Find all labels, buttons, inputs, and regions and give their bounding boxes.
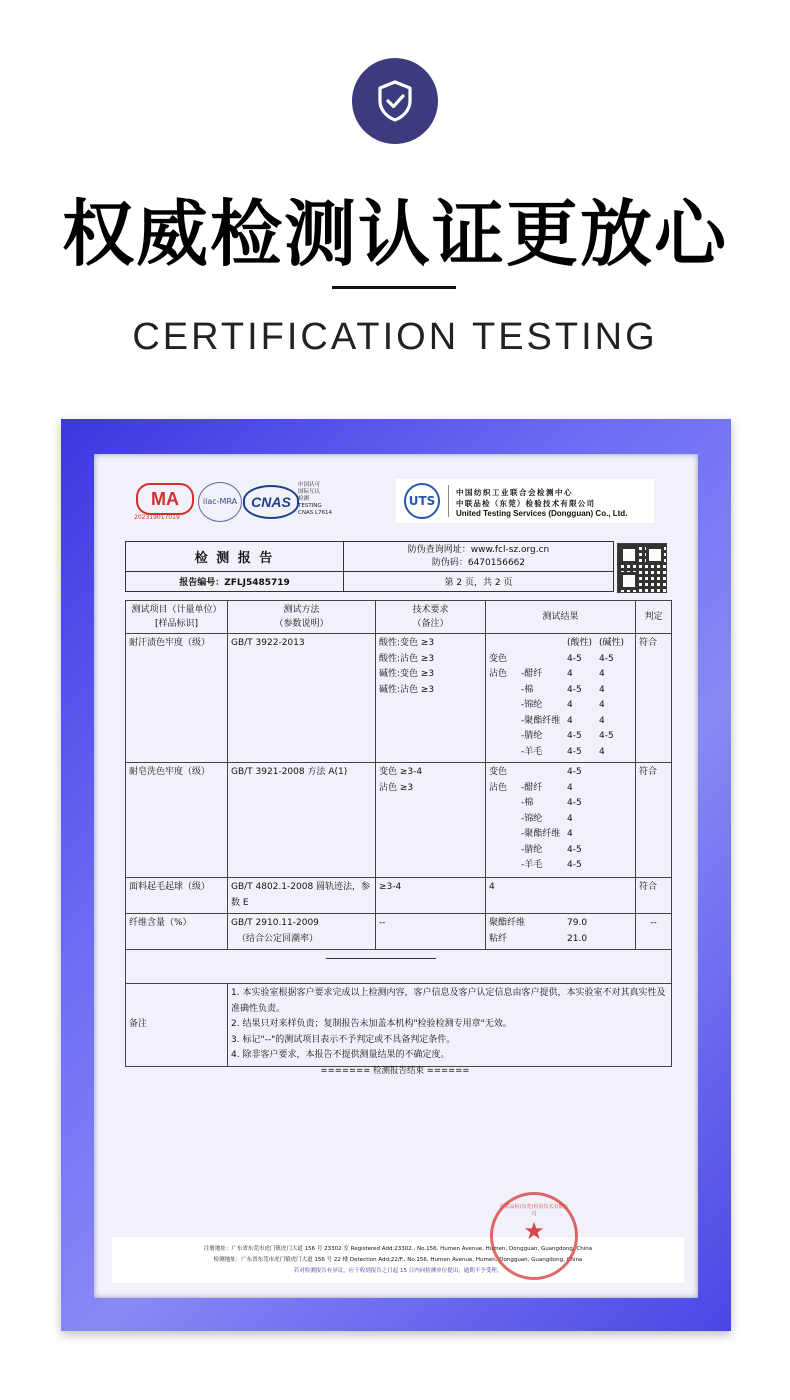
row-method: GB/T 3921-2008 方法 A(1) [228,763,376,878]
result-cell [489,683,521,699]
result-cell: 4 [567,829,573,839]
row-judgement: -- [636,914,672,950]
result-cell: 4 [599,746,605,757]
result-line [489,745,632,761]
registered-address: 注册地址：广东省东莞市虎门镇虎门大道 156 号 23302 室 Registered Add:23302., No.156, Humen Avenue, Humen, Dongguan, Guangdong, China [203,1246,593,1252]
report-number: 报告编号：ZFLJ5485719 [126,572,344,592]
result-cell [489,827,521,843]
detection-address: 检测地址：广东省东莞市虎门镇虎门大道 156 号 22 楼 Detection Add:22/F., No.156, Humen Avenue, Humen, Dongguan, Guangdong, China [213,1257,583,1263]
page-count: 第 2 页，共 2 页 [344,572,614,592]
result-cell: -聚酯纤维 [521,829,561,839]
result-line [489,843,632,859]
result-line [489,932,632,948]
result-line [489,698,632,714]
official-seal [490,1192,578,1280]
result-cell [567,880,599,896]
result-cell: 21.0 [567,933,588,944]
result-line [489,683,632,699]
row-results [486,763,636,878]
ilac-mra-logo: ilac-MRA [198,482,242,522]
col-header-method: 测试方法 （参数说明） [228,601,376,634]
result-cell: 4 [599,700,605,710]
result-cell: 4-5 [567,860,582,870]
result-cell: (酸性) [567,638,593,648]
test-report [98,457,692,1297]
col-header-result: 测试结果 [486,601,636,634]
report-header-table [125,541,614,592]
result-cell: 变色 [489,653,508,664]
result-cell: 4 [489,882,495,892]
result-cell [599,916,631,932]
result-cell [489,858,521,874]
row-results [486,634,636,763]
result-cell [489,843,521,859]
result-cell: 4-5 [567,653,582,664]
page-subtitle: CERTIFICATION TESTING [132,316,658,358]
result-cell: -腈纶 [521,731,543,741]
objection-notice: 若对检测报告有异议，应于收到报告之日起 15 日内向检测单位提出，逾期不予受理。 [293,1268,503,1274]
result-line [489,765,632,781]
page-title: 权威检测认证更放心 [61,192,728,276]
row-requirements [376,878,486,914]
qr-code [617,543,667,593]
result-cell [599,827,631,843]
table-row-empty [126,950,672,984]
report-title: 检 测 报 告 [126,542,344,572]
result-cell: 聚酯纤维 [489,918,526,928]
result-cell [599,781,631,797]
result-cell [489,714,521,730]
result-line [489,827,632,843]
result-cell: -腈纶 [521,844,543,855]
result-cell: 沾色 [489,782,508,793]
result-cell: 变色 [489,767,508,777]
result-cell [489,745,521,761]
requirement-line: ≥3-4 [379,882,402,892]
result-cell [599,765,631,781]
result-cell [521,880,567,896]
row-method: GB/T 2910.11-2009 （结合公定回潮率） [228,914,376,950]
notes-content: 1. 本实验室根据客户要求完成以上检测内容，客户信息及客户认定信息由客户提供，本实验室不对其真实性及准确性负责。 2. 结果只对来样负责；复制报告未加盖本机构"检验检测专用章"无效。 3. 标记"--"的测试项目表示不予判定或不具备判定条件。 4. 除非客户要求，本报告不提供测量结果的不确定度。 [228,984,672,1067]
anti-counterfeit: 防伪查询网址：www.fcl-sz.org.cn 防伪码：6470156662 [344,542,614,572]
table-row [126,763,672,878]
divider [448,485,449,517]
result-cell: 4 [567,782,573,793]
table-row [126,634,672,763]
col-header-requirement: 技术要求 （备注） [376,601,486,634]
notes-row [126,984,672,1067]
col-header-item: 测试项目（计量单位） [样品标识] [126,601,228,634]
seal-text: 中联品检(东莞)检验技术有限公司 [499,1204,569,1217]
row-item: 面料起毛起球（级） [126,878,228,914]
result-cell: 4 [567,700,573,710]
star-icon: ★ [523,1217,545,1245]
cma-logo: MA [136,483,194,515]
requirement-line: 碱性:沾色 ≥3 [379,684,435,695]
result-cell [521,765,567,781]
result-cell [599,843,631,859]
result-line [489,781,632,797]
result-cell [599,858,631,874]
row-method: GB/T 4802.1-2008 圆轨迹法，参数 E [228,878,376,914]
title-divider [332,286,456,289]
result-line [489,916,632,932]
result-line [489,858,632,874]
requirement-line: 酸性:变色 ≥3 [379,638,435,648]
result-cell: 4-5 [567,798,582,808]
result-cell: 4 [567,715,573,726]
row-item: 耐汗渍色牢度（级） [126,634,228,763]
row-results [486,878,636,914]
result-cell [599,796,631,812]
row-method: GB/T 3922-2013 [228,634,376,763]
results-table [125,600,672,1067]
result-cell [521,916,567,932]
result-line [489,714,632,730]
result-line [489,729,632,745]
result-line [489,796,632,812]
report-footer [112,1237,684,1283]
uts-logo-icon: UTS [404,483,440,519]
result-cell: 4-5 [567,731,582,741]
requirement-line: 酸性:沾色 ≥3 [379,653,435,664]
result-cell: -醋纤 [521,669,543,679]
row-item: 纤维含量（%） [126,914,228,950]
notes-label: 备注 [126,984,228,1067]
cma-number: 202319017019 [134,514,180,521]
report-end-marker: ======= 检测报告结束 ====== [320,1066,470,1076]
result-cell [521,932,567,948]
result-line [489,636,632,652]
row-judgement: 符合 [636,634,672,763]
requirement-line: 变色 ≥3-4 [379,767,423,777]
result-cell: 4 [567,813,573,824]
result-cell: 4-5 [567,767,582,777]
result-cell [489,812,521,828]
result-cell: 粘纤 [489,933,508,944]
requirement-line: 沾色 ≥3 [379,782,414,793]
row-results [486,914,636,950]
shield-check-icon [375,79,415,123]
result-cell: (碱性) [599,638,625,648]
result-cell: -锦纶 [521,700,543,710]
result-cell: -羊毛 [521,860,543,870]
result-line [489,667,632,683]
col-header-judgement: 判定 [636,601,672,634]
result-cell: 79.0 [567,918,588,928]
result-cell [521,652,567,668]
result-cell [599,812,631,828]
result-cell: -锦纶 [521,813,543,824]
result-cell [599,880,631,896]
uts-name-cn-2: 中联品检（东莞）检验技术有限公司 [456,499,596,508]
row-item: 耐皂洗色牢度（级） [126,763,228,878]
result-cell: 4-5 [567,746,582,757]
result-cell: 4 [599,669,605,679]
result-cell: -羊毛 [521,746,543,757]
result-cell [489,636,521,652]
result-cell: 4 [599,715,605,726]
row-requirements [376,634,486,763]
uts-name-cn-1: 中国纺织工业联合会检测中心 [456,488,573,497]
blank-line [326,958,436,959]
result-line [489,880,632,896]
result-line [489,812,632,828]
row-judgement: 符合 [636,763,672,878]
result-cell [489,698,521,714]
requirement-line: -- [379,918,386,928]
result-cell: -棉 [521,798,534,808]
result-cell [599,932,631,948]
result-cell [489,796,521,812]
result-cell: 4 [567,669,573,679]
uts-header [396,479,654,523]
result-cell [521,636,567,652]
row-judgement: 符合 [636,878,672,914]
result-cell: 4-5 [599,653,614,664]
result-line [489,652,632,668]
result-cell: -棉 [521,684,534,695]
row-requirements [376,763,486,878]
result-cell: 沾色 [489,669,508,679]
result-cell [489,729,521,745]
cnas-caption: 中国认可 国际互认 检测 TESTING CNAS L7614 [298,482,333,516]
result-cell: 4-5 [567,684,582,695]
result-cell: 4-5 [599,731,614,741]
requirement-line: 碱性:变色 ≥3 [379,669,435,679]
table-row [126,878,672,914]
result-cell: 4 [599,684,605,695]
result-cell: -醋纤 [521,782,543,793]
result-cell: -聚酯纤维 [521,715,561,726]
shield-badge [352,58,438,144]
result-cell: 4-5 [567,844,582,855]
uts-name-en: United Testing Services (Dongguan) Co., Ltd. [456,509,628,518]
cnas-logo: CNAS [243,485,299,519]
table-row [126,914,672,950]
row-requirements [376,914,486,950]
